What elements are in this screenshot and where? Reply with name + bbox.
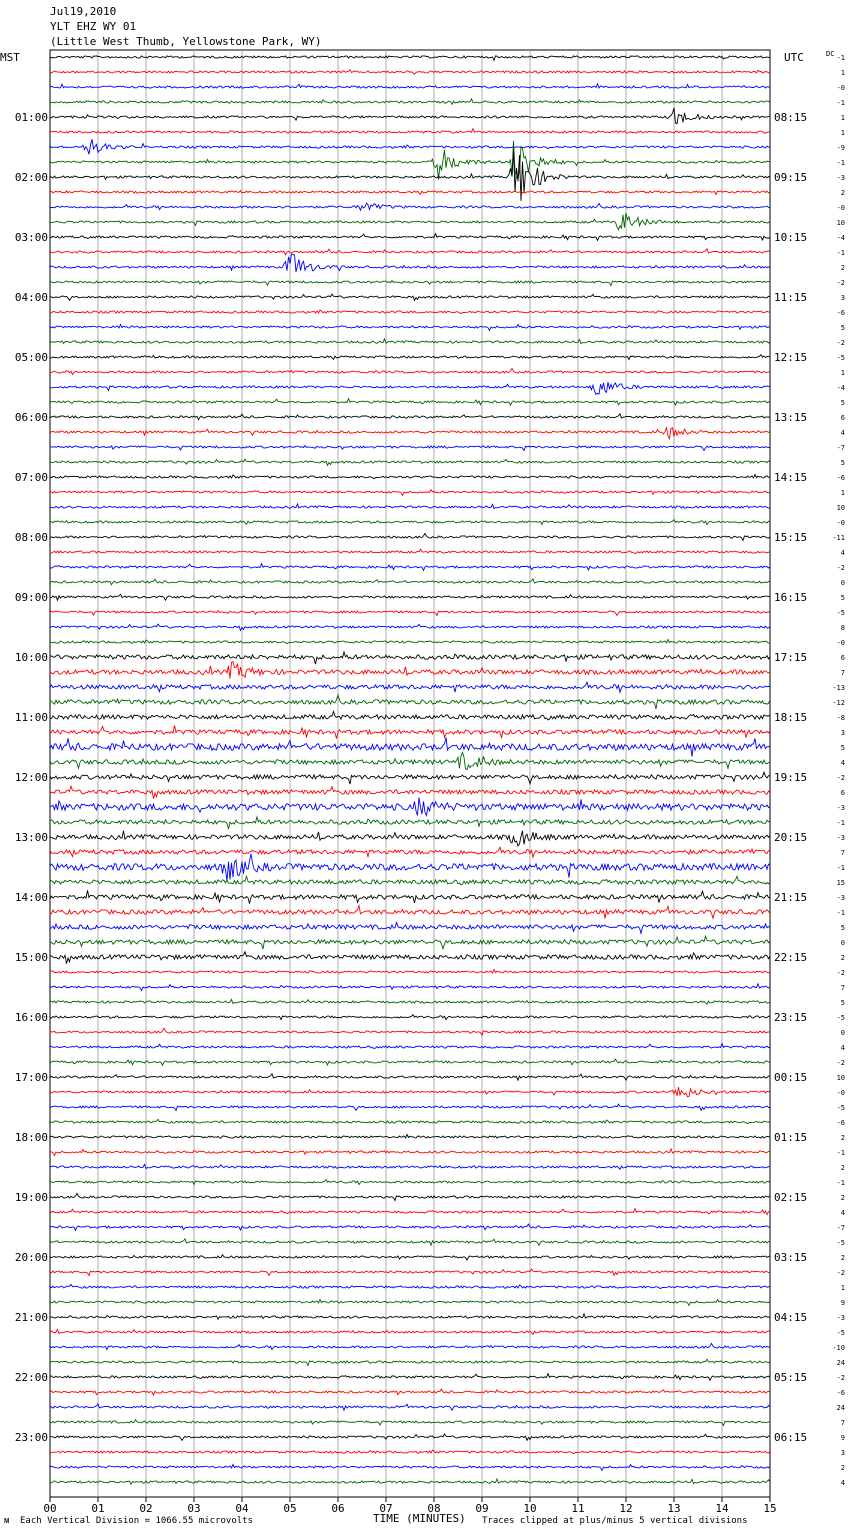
trace-24 (50, 414, 770, 420)
trace-51 (50, 817, 770, 829)
trace-36 (50, 594, 770, 600)
left-hour-label: 04:00 (14, 291, 48, 304)
right-hour-label: 01:15 (774, 1131, 808, 1144)
dc-offset-label: 3 (840, 1449, 845, 1457)
left-hour-label: 02:00 (14, 171, 48, 184)
x-tick-label: 09 (475, 1502, 489, 1515)
x-tick-label: 05 (283, 1502, 297, 1515)
trace-3 (50, 99, 770, 105)
x-tick-label: 07 (379, 1502, 393, 1515)
dc-offset-label: 1 (840, 489, 845, 497)
right-hour-label: 23:15 (774, 1011, 808, 1024)
dc-offset-label: 4 (840, 1479, 845, 1487)
trace-83 (50, 1300, 770, 1306)
trace-77 (50, 1209, 770, 1215)
left-hour-label: 14:00 (14, 891, 48, 904)
dc-offset-label: 3 (840, 294, 845, 302)
x-tick-label: 00 (43, 1502, 57, 1515)
dc-offset-label: -3 (836, 1314, 845, 1322)
trace-82 (50, 1284, 770, 1288)
dc-offset-label: -6 (836, 1119, 845, 1127)
right-hour-label: 13:15 (774, 411, 808, 424)
dc-offset-label: -1 (836, 1149, 845, 1157)
x-tick-label: 01 (91, 1502, 105, 1515)
right-tz-label: UTC (784, 51, 804, 64)
right-hour-label: 08:15 (774, 111, 808, 124)
x-tick-label: 15 (763, 1502, 777, 1515)
left-hour-label: 17:00 (14, 1071, 48, 1084)
trace-54 (50, 854, 770, 881)
left-tz-label: MST (0, 51, 20, 64)
dc-offset-label: -3 (836, 834, 845, 842)
dc-offset-label: 9 (840, 1299, 845, 1307)
right-hour-label: 18:15 (774, 711, 808, 724)
x-tick-label: 13 (667, 1502, 681, 1515)
left-hour-label: 13:00 (14, 831, 48, 844)
dc-offset-label: 1 (840, 369, 845, 377)
dc-offset-label: 0 (840, 1029, 845, 1037)
trace-11 (50, 213, 770, 230)
dc-offset-label: -10 (832, 1344, 845, 1352)
trace-64 (50, 1015, 770, 1020)
dc-offset-label: -0 (836, 84, 845, 92)
dc-offset-label: 1 (840, 129, 845, 137)
trace-61 (50, 970, 770, 974)
trace-22 (50, 382, 770, 394)
trace-27 (50, 459, 770, 465)
dc-offset-label: 1 (840, 1284, 845, 1292)
trace-95 (50, 1479, 770, 1484)
dc-offset-label: -9 (836, 144, 845, 152)
dc-offset-label: -1 (836, 249, 845, 257)
dc-offset-label: -6 (836, 1389, 845, 1397)
trace-70 (50, 1104, 770, 1111)
corner-mark: ᴍ (4, 1516, 10, 1526)
trace-43 (50, 695, 770, 709)
dc-offset-label: 3 (840, 729, 845, 737)
trace-75 (50, 1180, 770, 1185)
dc-offset-label: 5 (840, 924, 845, 932)
x-tick-label: 10 (523, 1502, 537, 1515)
trace-33 (50, 549, 770, 553)
dc-offset-label: -1 (836, 864, 845, 872)
trace-37 (50, 611, 770, 616)
dc-offset-label: 24 (836, 1359, 845, 1367)
trace-44 (50, 711, 770, 720)
right-hour-label: 11:15 (774, 291, 808, 304)
dc-offset-label: -0 (836, 639, 845, 647)
trace-48 (50, 772, 770, 784)
dc-offset-label: 4 (840, 549, 845, 557)
trace-80 (50, 1255, 770, 1260)
dc-offset-label: 10 (836, 504, 845, 512)
dc-offset-label: -2 (836, 279, 845, 287)
dc-offset-label: -1 (836, 159, 845, 167)
right-hour-label: 19:15 (774, 771, 808, 784)
trace-0 (50, 56, 770, 61)
left-hour-label: 15:00 (14, 951, 48, 964)
trace-34 (50, 564, 770, 571)
trace-46 (50, 737, 770, 756)
trace-12 (50, 234, 770, 241)
dc-offset-label: -4 (836, 234, 845, 242)
trace-16 (50, 294, 770, 300)
trace-66 (50, 1044, 770, 1049)
dc-offset-label: 7 (840, 849, 845, 857)
trace-73 (50, 1149, 770, 1156)
dc-offset-label: 0 (840, 579, 845, 587)
x-tick-label: 06 (331, 1502, 345, 1515)
left-hour-label: 11:00 (14, 711, 48, 724)
dc-offset-label: 10 (836, 1074, 845, 1082)
dc-offset-label: 1 (840, 114, 845, 122)
dc-offset-label: -2 (836, 969, 845, 977)
trace-72 (50, 1135, 770, 1139)
dc-offset-label: -2 (836, 1374, 845, 1382)
dc-offset-label: -7 (836, 444, 845, 452)
dc-offset-label: -2 (836, 339, 845, 347)
dc-offset-label: -2 (836, 564, 845, 572)
dc-offset-label: -3 (836, 894, 845, 902)
trace-58 (50, 922, 770, 933)
dc-offset-label: -1 (836, 99, 845, 107)
dc-offset-label: 24 (836, 1404, 845, 1412)
clip-note: Traces clipped at plus/minus 5 vertical divisions (482, 1516, 748, 1526)
left-hour-label: 01:00 (14, 111, 48, 124)
dc-offset-label: -12 (832, 699, 845, 707)
trace-15 (50, 281, 770, 286)
x-tick-label: 12 (619, 1502, 633, 1515)
right-hour-label: 22:15 (774, 951, 808, 964)
left-hour-label: 10:00 (14, 651, 48, 664)
trace-78 (50, 1224, 770, 1230)
trace-50 (50, 798, 770, 816)
header-date: Jul19,2010 (50, 5, 117, 18)
trace-71 (50, 1119, 770, 1123)
dc-offset-label: 5 (840, 594, 845, 602)
trace-52 (50, 831, 770, 846)
dc-offset-label: -13 (832, 684, 845, 692)
trace-35 (50, 579, 770, 585)
left-hour-label: 21:00 (14, 1311, 48, 1324)
dc-offset-label: 2 (840, 1194, 845, 1202)
trace-40 (50, 652, 770, 664)
trace-76 (50, 1193, 770, 1200)
right-hour-label: 04:15 (774, 1311, 808, 1324)
trace-91 (50, 1420, 770, 1426)
dc-offset-label: -5 (836, 1329, 845, 1337)
trace-86 (50, 1343, 770, 1349)
x-tick-label: 08 (427, 1502, 441, 1515)
right-hour-label: 06:15 (774, 1431, 808, 1444)
trace-65 (50, 1028, 770, 1035)
dc-offset-label: -4 (836, 384, 845, 392)
trace-62 (50, 984, 770, 991)
trace-92 (50, 1434, 770, 1440)
trace-93 (50, 1450, 770, 1454)
dc-offset-label: -1 (836, 909, 845, 917)
dc-offset-label: -1 (836, 819, 845, 827)
trace-67 (50, 1059, 770, 1065)
right-hour-label: 14:15 (774, 471, 808, 484)
right-hour-label: 16:15 (774, 591, 808, 604)
dc-offset-label: -1 (836, 1179, 845, 1187)
trace-30 (50, 504, 770, 509)
trace-89 (50, 1389, 770, 1395)
trace-17 (50, 310, 770, 314)
dc-offset-label: 6 (840, 654, 845, 662)
dc-offset-label: -8 (836, 714, 845, 722)
dc-offset-label: 4 (840, 759, 845, 767)
trace-84 (50, 1314, 770, 1319)
trace-79 (50, 1239, 770, 1245)
trace-45 (50, 725, 770, 738)
right-hour-label: 20:15 (774, 831, 808, 844)
dc-offset-label: 6 (840, 414, 845, 422)
dc-offset-label: -5 (836, 354, 845, 362)
trace-60 (50, 952, 770, 964)
left-hour-label: 23:00 (14, 1431, 48, 1444)
dc-offset-label: 7 (840, 984, 845, 992)
trace-81 (50, 1269, 770, 1276)
dc-offset-label: -5 (836, 1104, 845, 1112)
dc-offset-label: -11 (832, 534, 845, 542)
trace-20 (50, 355, 770, 360)
dc-offset-label: 0 (840, 939, 845, 947)
dc-offset-label: -0 (836, 519, 845, 527)
dc-offset-label: 4 (840, 1209, 845, 1217)
dc-offset-label: -1 (836, 54, 845, 62)
trace-29 (50, 490, 770, 496)
trace-57 (50, 906, 770, 919)
left-hour-label: 07:00 (14, 471, 48, 484)
right-hour-label: 09:15 (774, 171, 808, 184)
right-hour-label: 17:15 (774, 651, 808, 664)
dc-offset-label: 1 (840, 69, 845, 77)
right-hour-label: 10:15 (774, 231, 808, 244)
trace-38 (50, 624, 770, 630)
dc-offset-label: 5 (840, 744, 845, 752)
left-hour-label: 18:00 (14, 1131, 48, 1144)
left-hour-label: 19:00 (14, 1191, 48, 1204)
trace-26 (50, 446, 770, 451)
left-hour-label: 16:00 (14, 1011, 48, 1024)
dc-offset-label: -5 (836, 609, 845, 617)
trace-39 (50, 640, 770, 644)
trace-63 (50, 999, 770, 1004)
trace-47 (50, 752, 770, 769)
trace-23 (50, 399, 770, 406)
dc-offset-label: 8 (840, 624, 845, 632)
dc-offset-label: 5 (840, 999, 845, 1007)
x-tick-label: 14 (715, 1502, 729, 1515)
dc-offset-label: -6 (836, 309, 845, 317)
dc-offset-label: 2 (840, 954, 845, 962)
right-hour-label: 02:15 (774, 1191, 808, 1204)
dc-offset-label: 10 (836, 219, 845, 227)
dc-offset-label: 2 (840, 1464, 845, 1472)
trace-74 (50, 1164, 770, 1169)
dc-offset-label: -0 (836, 204, 845, 212)
trace-18 (50, 325, 770, 331)
dc-offset-label: -2 (836, 774, 845, 782)
trace-19 (50, 339, 770, 344)
dc-offset-label: -5 (836, 1014, 845, 1022)
x-tick-label: 02 (139, 1502, 153, 1515)
left-hour-label: 03:00 (14, 231, 48, 244)
trace-55 (50, 876, 770, 885)
trace-5 (50, 129, 770, 134)
dc-offset-label: -0 (836, 1089, 845, 1097)
trace-8 (50, 149, 770, 201)
header-location: (Little West Thumb, Yellowstone Park, WY) (50, 35, 322, 48)
left-hour-label: 22:00 (14, 1371, 48, 1384)
left-hour-label: 20:00 (14, 1251, 48, 1264)
dc-offset-label: -2 (836, 1269, 845, 1277)
trace-2 (50, 84, 770, 88)
trace-10 (50, 203, 770, 210)
dc-offset-label: -3 (836, 804, 845, 812)
header-station: YLT EHZ WY 01 (50, 20, 137, 33)
dc-offset-label: -2 (836, 1059, 845, 1067)
trace-13 (50, 249, 770, 255)
dc-offset-label: 5 (840, 399, 845, 407)
right-hour-label: 15:15 (774, 531, 808, 544)
trace-69 (50, 1087, 770, 1097)
dc-offset-label: 2 (840, 189, 845, 197)
left-hour-label: 12:00 (14, 771, 48, 784)
x-tick-label: 03 (187, 1502, 201, 1515)
dc-offset-label: 2 (840, 1134, 845, 1142)
left-hour-label: 06:00 (14, 411, 48, 424)
plot-frame (50, 50, 770, 1497)
x-tick-label: 04 (235, 1502, 249, 1515)
trace-59 (50, 936, 770, 949)
x-axis-title: TIME (MINUTES) (373, 1512, 466, 1525)
dc-offset-label: 7 (840, 669, 845, 677)
dc-offset-label: 6 (840, 789, 845, 797)
dc-offset-label: 2 (840, 1164, 845, 1172)
dc-offset-label: -3 (836, 174, 845, 182)
right-hour-label: 03:15 (774, 1251, 808, 1264)
trace-94 (50, 1465, 770, 1471)
dc-offset-label: 5 (840, 459, 845, 467)
trace-21 (50, 368, 770, 374)
dc-offset-label: 4 (840, 1044, 845, 1052)
left-hour-label: 08:00 (14, 531, 48, 544)
trace-1 (50, 70, 770, 75)
trace-87 (50, 1359, 770, 1365)
trace-85 (50, 1329, 770, 1334)
scale-note: Each Vertical Division = 1066.55 microvolts (20, 1516, 253, 1526)
trace-41 (50, 662, 770, 679)
dc-offset-label: 9 (840, 1434, 845, 1442)
trace-53 (50, 847, 770, 857)
left-hour-label: 05:00 (14, 351, 48, 364)
x-tick-label: 11 (571, 1502, 585, 1515)
trace-90 (50, 1404, 770, 1410)
right-hour-label: 05:15 (774, 1371, 808, 1384)
dc-offset-label: 2 (840, 1254, 845, 1262)
left-hour-label: 09:00 (14, 591, 48, 604)
dc-offset-label: 4 (840, 429, 845, 437)
trace-9 (50, 191, 770, 195)
trace-4 (50, 108, 770, 124)
right-hour-label: 12:15 (774, 351, 808, 364)
dc-offset-label: -5 (836, 1239, 845, 1247)
right-hour-label: 21:15 (774, 891, 808, 904)
dc-offset-label: 5 (840, 324, 845, 332)
trace-68 (50, 1074, 770, 1080)
trace-42 (50, 682, 770, 692)
trace-49 (50, 786, 770, 799)
dc-offset-label: -6 (836, 474, 845, 482)
trace-25 (50, 428, 770, 439)
trace-56 (50, 890, 770, 903)
dc-offset-label: 2 (840, 264, 845, 272)
trace-31 (50, 520, 770, 525)
trace-32 (50, 533, 770, 540)
dc-offset-label: 15 (836, 879, 845, 887)
dc-offset-label: 7 (840, 1419, 845, 1427)
right-hour-label: 00:15 (774, 1071, 808, 1084)
dc-offset-label: -7 (836, 1224, 845, 1232)
trace-88 (50, 1374, 770, 1381)
trace-14 (50, 254, 770, 272)
trace-6 (50, 139, 770, 154)
trace-28 (50, 475, 770, 479)
dc-label: DC (826, 50, 835, 58)
